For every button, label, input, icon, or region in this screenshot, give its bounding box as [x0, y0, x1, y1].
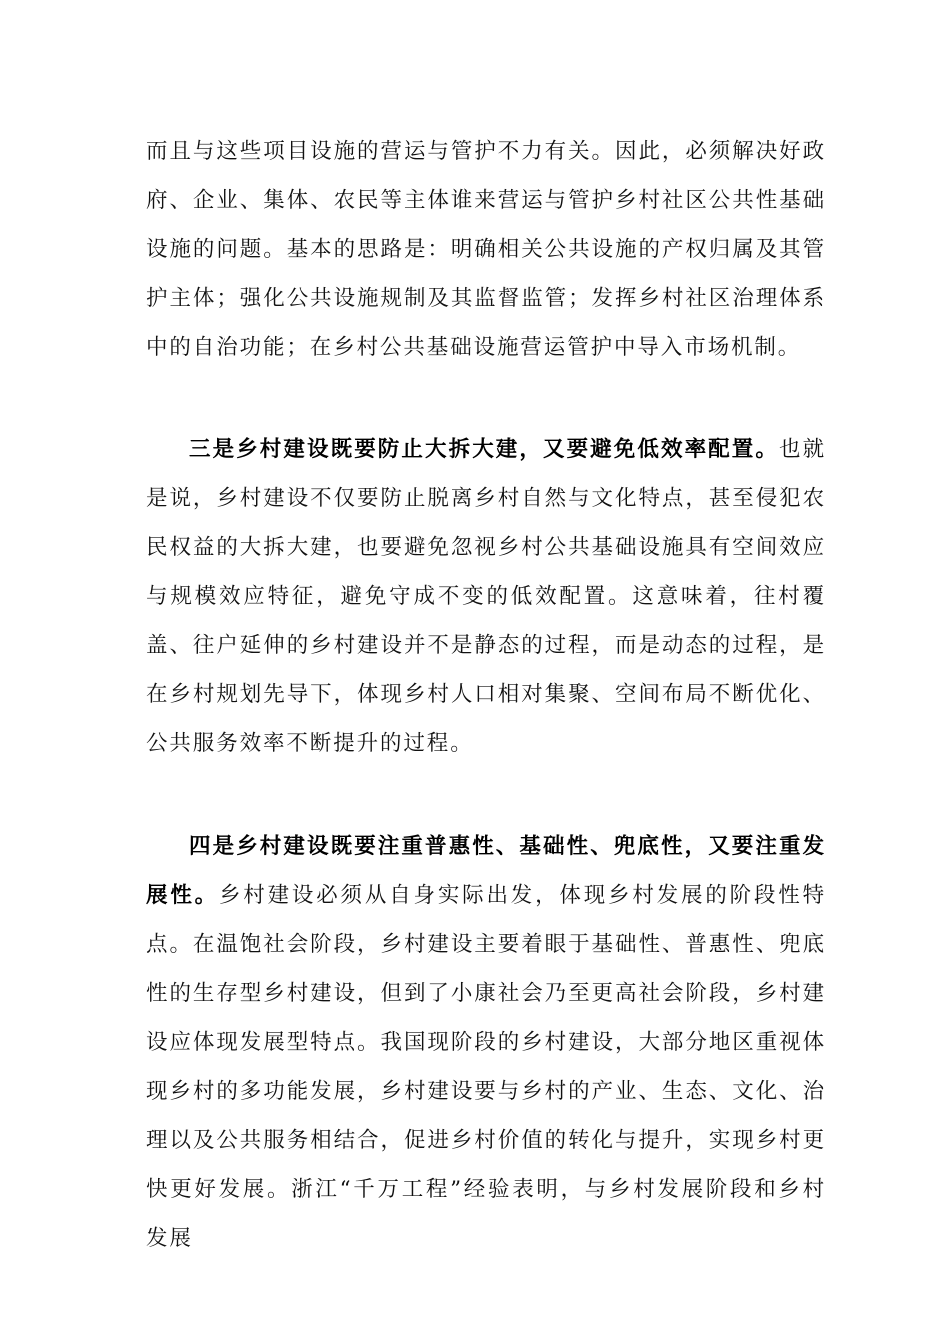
paragraph-1 [146, 127, 826, 372]
paragraph-2 [146, 425, 826, 768]
paragraph-3 [146, 822, 826, 1263]
paragraph-3-heading: 四是乡村建设既要注重普惠性、基础性、兜底性，又要注重发展性。 [146, 834, 826, 908]
paragraph-1-body: 而且与这些项目设施的营运与管护不力有关。因此，必须解决好政府、企业、集体、农民等主体谁来营运与管护乡村社区公共性基础设施的问题。基本的思路是：明确相关公共设施的产权归属及其管护主体；强化公共设施规制及其监督监管；发挥乡村社区治理体系中的自治功能；在乡村公共基础设施营运管护中导入市场机制。 [146, 139, 826, 360]
paragraph-3-body: 乡村建设必须从自身实际出发，体现乡村发展的阶段性特点。在温饱社会阶段，乡村建设主要着眼于基础性、普惠性、兜底性的生存型乡村建设，但到了小康社会乃至更高社会阶段，乡村建设应体现发展型特点。我国现阶段的乡村建设，大部分地区重视体现乡村的多功能发展，乡村建设要与乡村的产业、生态、文化、治理以及公共服务相结合，促进乡村价值的转化与提升，实现乡村更快更好发展。浙江“千万工程”经验表明，与乡村发展阶段和乡村发展 [146, 883, 826, 1251]
paragraph-2-body: 也就是说，乡村建设不仅要防止脱离乡村自然与文化特点，甚至侵犯农民权益的大拆大建，也要避免忽视乡村公共基础设施具有空间效应与规模效应特征，避免守成不变的低效配置。这意味着，往村覆盖、往户延伸的乡村建设并不是静态的过程，而是动态的过程，是在乡村规划先导下，体现乡村人口相对集聚、空间布局不断优化、公共服务效率不断提升的过程。 [146, 437, 826, 756]
paragraph-2-heading: 三是乡村建设既要防止大拆大建，又要避免低效率配置。 [189, 437, 779, 462]
